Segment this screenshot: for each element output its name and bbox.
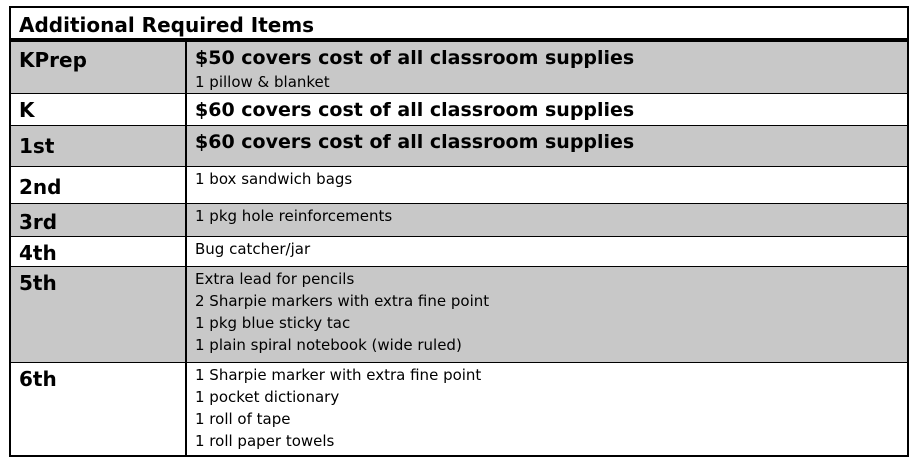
grade-label: K [11, 94, 187, 125]
supply-fee: $50 covers cost of all classroom supplies [195, 47, 635, 69]
items-cell [187, 94, 907, 125]
list-item: 1 roll paper towels [195, 432, 335, 450]
table-row-6th [11, 363, 907, 455]
list-item: 2 Sharpie markers with extra fine point [195, 292, 490, 310]
list-item: 1 box sandwich bags [195, 170, 353, 188]
items-cell [187, 126, 907, 166]
list-item: 1 pocket dictionary [195, 388, 340, 406]
list-item: 1 pkg hole reinforcements [195, 207, 393, 225]
table-row-4th [11, 237, 907, 267]
grade-label: 2nd [11, 167, 187, 203]
table-row-kprep [11, 42, 907, 94]
items-cell [187, 237, 907, 266]
items-cell [187, 167, 907, 203]
list-item: 1 pillow & blanket [195, 73, 330, 91]
list-item: 1 pkg blue sticky tac [195, 314, 351, 332]
grade-label: KPrep [11, 42, 187, 93]
supply-table [9, 6, 909, 457]
list-item: Bug catcher/jar [195, 240, 311, 258]
grade-label: 4th [11, 237, 187, 266]
table-row-1st [11, 126, 907, 167]
list-item: Extra lead for pencils [195, 270, 355, 288]
grade-label: 6th [11, 363, 187, 455]
grade-label: 3rd [11, 204, 187, 236]
grade-label: 5th [11, 267, 187, 362]
table-title: Additional Required Items [11, 8, 907, 42]
items-cell [187, 204, 907, 236]
items-cell [187, 267, 907, 362]
table-row-2nd [11, 167, 907, 204]
grade-label: 1st [11, 126, 187, 166]
table-row-k [11, 94, 907, 126]
supply-fee: $60 covers cost of all classroom supplies [195, 131, 635, 153]
items-cell [187, 363, 907, 455]
supply-fee: $60 covers cost of all classroom supplies [195, 99, 635, 121]
list-item: 1 Sharpie marker with extra fine point [195, 366, 482, 384]
table-row-3rd [11, 204, 907, 237]
list-item: 1 plain spiral notebook (wide ruled) [195, 336, 462, 354]
table-row-5th [11, 267, 907, 363]
items-cell [187, 42, 907, 93]
list-item: 1 roll of tape [195, 410, 291, 428]
